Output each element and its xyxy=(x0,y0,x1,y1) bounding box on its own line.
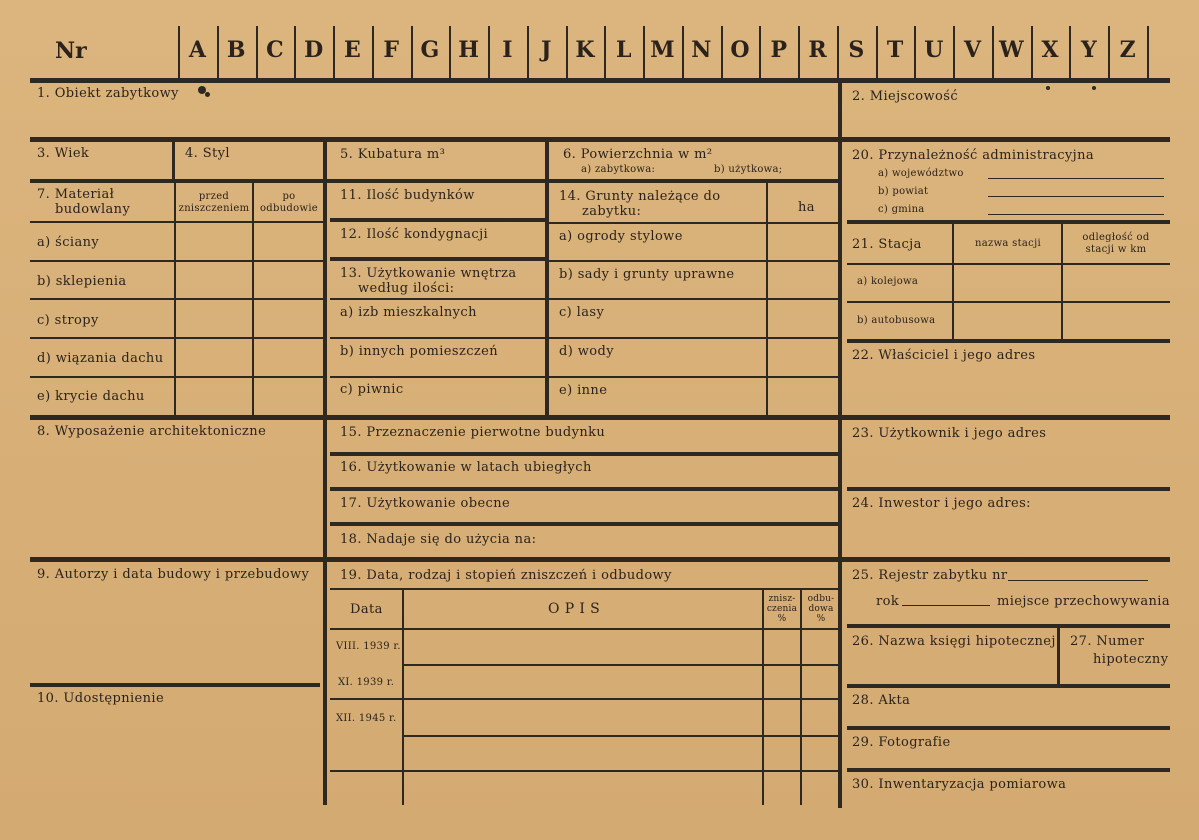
rule xyxy=(30,260,324,262)
rule xyxy=(549,376,839,378)
rule xyxy=(404,664,840,666)
rule xyxy=(30,137,1170,142)
f21-distance-header: odległość od xyxy=(1082,232,1150,243)
letter-divider xyxy=(876,26,878,78)
rule xyxy=(847,768,1170,772)
letter-f: F xyxy=(383,37,399,63)
letter-divider xyxy=(953,26,955,78)
f14-item-forests: c) lasy xyxy=(559,305,605,320)
rule xyxy=(330,487,840,491)
letter-o: O xyxy=(730,37,750,63)
letter-i: I xyxy=(502,37,513,63)
field-6b-label: b) użytkowa; xyxy=(714,164,783,175)
field-13-label-cont: według ilości: xyxy=(358,281,455,296)
f7-after-header: po xyxy=(282,191,296,202)
field-6-label: 6. Powierzchnia w m² xyxy=(563,147,713,162)
letter-divider xyxy=(256,26,258,78)
f13-item-other: b) innych pomieszczeń xyxy=(340,344,499,359)
f7-after-header-cont: odbudowie xyxy=(259,203,319,214)
f14-item-other: e) inne xyxy=(559,383,608,398)
field-15-label: 15. Przeznaczenie pierwotne budynku xyxy=(340,425,606,440)
rule xyxy=(30,337,324,339)
rule xyxy=(330,337,546,339)
rule xyxy=(549,337,839,339)
letter-divider xyxy=(294,26,296,78)
field-29-label: 29. Fotografie xyxy=(852,735,951,750)
letter-divider xyxy=(1069,26,1071,78)
letter-y: Y xyxy=(1080,37,1097,63)
letter-divider xyxy=(643,26,645,78)
rule xyxy=(323,140,327,805)
f19-damage-pct: % xyxy=(777,614,787,624)
nr-label: Nr xyxy=(55,38,87,64)
rule xyxy=(847,301,1170,303)
f25-storage-label: miejsce przechowywania xyxy=(997,594,1170,609)
letter-divider xyxy=(682,26,684,78)
f19-rebuild-header: odbu- xyxy=(807,594,835,604)
field-28-label: 28. Akta xyxy=(852,693,911,708)
letter-divider xyxy=(217,26,219,78)
field-14-label-cont: zabytku: xyxy=(582,204,642,219)
letter-h: H xyxy=(458,37,480,63)
rule xyxy=(330,628,840,630)
field-5-label: 5. Kubatura m³ xyxy=(340,147,446,162)
letter-divider xyxy=(992,26,994,78)
letter-e: E xyxy=(344,37,361,63)
field-9-label: 9. Autorzy i data budowy i przebudowy xyxy=(37,567,310,582)
letter-divider xyxy=(1031,26,1033,78)
field-26-label: 26. Nazwa księgi hipotecznej xyxy=(852,634,1056,649)
rule xyxy=(988,214,1164,215)
f20-voivodeship: a) województwo xyxy=(878,168,964,179)
f19-damage-header-cont: czenia xyxy=(766,604,798,614)
f19-damage-header: znisz- xyxy=(768,594,796,604)
rule xyxy=(330,298,546,300)
letter-divider xyxy=(488,26,490,78)
field-19-label: 19. Data, rodzaj i stopień zniszczeń i odbudowy xyxy=(340,568,672,583)
letter-divider xyxy=(527,26,529,78)
rule xyxy=(838,78,842,138)
letter-divider xyxy=(449,26,451,78)
field-1-label: 1. Obiekt zabytkowy xyxy=(37,86,179,101)
f7-item-walls: a) ściany xyxy=(37,235,100,250)
field-7-label-cont: budowlany xyxy=(55,202,131,217)
rule xyxy=(847,263,1170,265)
f21-railway: a) kolejowa xyxy=(857,276,919,287)
field-7-label: 7. Materiał xyxy=(37,187,115,202)
letter-s: S xyxy=(848,37,865,63)
field-24-label: 24. Inwestor i jego adres: xyxy=(852,496,1031,511)
letter-k: K xyxy=(575,37,595,63)
field-18-label: 18. Nadaje się do użycia na: xyxy=(340,532,537,547)
rule xyxy=(847,220,1170,224)
field-4-label: 4. Styl xyxy=(185,146,230,161)
rule xyxy=(404,735,840,737)
letter-x: X xyxy=(1041,37,1059,63)
field-13-label: 13. Użytkowanie wnętrza xyxy=(340,266,517,281)
letter-a: A xyxy=(188,37,206,63)
field-16-label: 16. Użytkowanie w latach ubiegłych xyxy=(340,460,592,475)
letter-p: P xyxy=(770,37,788,63)
f14-item-orchards: b) sady i grunty uprawne xyxy=(559,267,735,282)
f14-unit-ha: ha xyxy=(798,200,815,215)
letter-n: N xyxy=(691,37,712,63)
field-30-label: 30. Inwentaryzacja pomiarowa xyxy=(852,777,1067,792)
f13-item-rooms: a) izb mieszkalnych xyxy=(340,305,477,320)
f7-before-header-cont: zniszczeniem xyxy=(178,203,250,214)
field-10-label: 10. Udostępnienie xyxy=(37,691,165,706)
f19-rebuild-header-cont: dowa xyxy=(808,604,834,614)
f7-item-roofing: e) krycie dachu xyxy=(37,389,145,404)
rule xyxy=(30,221,324,223)
field-12-label: 12. Ilość kondygnacji xyxy=(340,227,489,242)
f21-station-name-header: nazwa stacji xyxy=(975,238,1041,249)
f25-year-label: rok xyxy=(876,594,900,609)
letter-divider xyxy=(798,26,800,78)
rule xyxy=(30,78,1170,83)
field-14-label: 14. Grunty należące do xyxy=(559,189,721,204)
letter-divider xyxy=(1108,26,1110,78)
f7-item-vaults: b) sklepienia xyxy=(37,274,127,289)
rule xyxy=(549,298,839,300)
letter-g: G xyxy=(420,37,440,63)
f20-commune: c) gmina xyxy=(878,204,925,215)
letter-w: W xyxy=(998,37,1024,63)
f21-bus: b) autobusowa xyxy=(857,315,936,326)
rule xyxy=(988,196,1164,197)
ink-speck xyxy=(1046,86,1050,90)
f14-item-waters: d) wody xyxy=(559,344,614,359)
f20-county: b) powiat xyxy=(878,186,929,197)
rule xyxy=(330,376,546,378)
letter-divider xyxy=(759,26,761,78)
f21-distance-header-cont: stacji w km xyxy=(1085,244,1147,255)
field-23-label: 23. Użytkownik i jego adres xyxy=(852,426,1047,441)
rule xyxy=(847,684,1170,688)
field-20-label: 20. Przynależność administracyjna xyxy=(852,148,1094,163)
letter-d: D xyxy=(304,37,324,63)
field-17-label: 17. Użytkowanie obecne xyxy=(340,496,511,511)
f7-item-roof-truss: d) wiązania dachu xyxy=(37,351,164,366)
field-11-label: 11. Ilość budynków xyxy=(340,188,475,203)
f14-item-gardens: a) ogrody stylowe xyxy=(559,229,683,244)
rule xyxy=(847,726,1170,730)
field-21-label: 21. Stacja xyxy=(852,237,922,252)
rule xyxy=(330,452,840,456)
letter-divider xyxy=(411,26,413,78)
rule xyxy=(902,605,990,606)
rule xyxy=(549,260,839,262)
field-2-label: 2. Miejscowość xyxy=(852,89,959,104)
rule xyxy=(30,298,324,300)
rule xyxy=(847,624,1170,628)
field-27-label: 27. Numer xyxy=(1070,634,1145,649)
letter-divider xyxy=(178,26,180,78)
f7-before-header: przed xyxy=(198,191,230,202)
rule xyxy=(30,557,1170,562)
letter-l: L xyxy=(616,37,632,63)
f19-date-1939-aug: VIII. 1939 r. xyxy=(336,641,401,652)
f19-date-1945-dec: XII. 1945 r. xyxy=(336,713,397,724)
ink-speck xyxy=(1092,86,1096,90)
letter-divider xyxy=(372,26,374,78)
rule xyxy=(1057,626,1060,686)
letter-b: B xyxy=(226,37,246,63)
rule xyxy=(838,140,842,808)
letter-divider xyxy=(1147,26,1149,78)
letter-z: Z xyxy=(1119,37,1136,63)
f7-item-ceilings: c) stropy xyxy=(37,313,99,328)
field-25-label: 25. Rejestr zabytku nr xyxy=(852,568,1008,583)
rule xyxy=(30,376,324,378)
f19-date-header: Data xyxy=(350,602,383,617)
letter-r: R xyxy=(808,37,827,63)
rule xyxy=(330,522,840,526)
letter-divider xyxy=(837,26,839,78)
f13-item-cellars: c) piwnic xyxy=(340,382,404,397)
letter-divider xyxy=(721,26,723,78)
rule xyxy=(330,698,840,700)
rule xyxy=(30,179,840,183)
field-22-label: 22. Właściciel i jego adres xyxy=(852,348,1036,363)
rule xyxy=(330,770,840,772)
rule xyxy=(330,218,546,222)
field-6a-label: a) zabytkowa: xyxy=(581,164,656,175)
f19-description-header: O P I S xyxy=(548,601,601,617)
rule xyxy=(988,178,1164,179)
letter-u: U xyxy=(924,37,944,63)
rule xyxy=(1008,580,1148,581)
field-8-label: 8. Wyposażenie architektoniczne xyxy=(37,424,267,439)
letter-j: J xyxy=(540,37,552,63)
letter-m: M xyxy=(650,37,675,63)
field-3-label: 3. Wiek xyxy=(37,146,90,161)
letter-c: C xyxy=(266,37,284,63)
letter-t: T xyxy=(886,37,904,63)
rule xyxy=(172,140,175,180)
rule xyxy=(1061,224,1063,340)
rule xyxy=(952,224,954,340)
letter-divider xyxy=(333,26,335,78)
letter-divider xyxy=(914,26,916,78)
letter-v: V xyxy=(964,37,982,63)
field-27-label-cont: hipoteczny xyxy=(1093,652,1169,667)
ink-speck xyxy=(205,92,210,97)
f19-rebuild-pct: % xyxy=(816,614,826,624)
f19-date-1939-nov: XI. 1939 r. xyxy=(338,677,395,688)
letter-divider xyxy=(566,26,568,78)
rule xyxy=(545,140,549,420)
rule xyxy=(549,222,839,224)
rule xyxy=(847,339,1170,343)
rule xyxy=(847,487,1170,491)
rule xyxy=(30,683,320,687)
rule xyxy=(330,257,546,261)
letter-divider xyxy=(604,26,606,78)
rule xyxy=(30,415,1170,420)
